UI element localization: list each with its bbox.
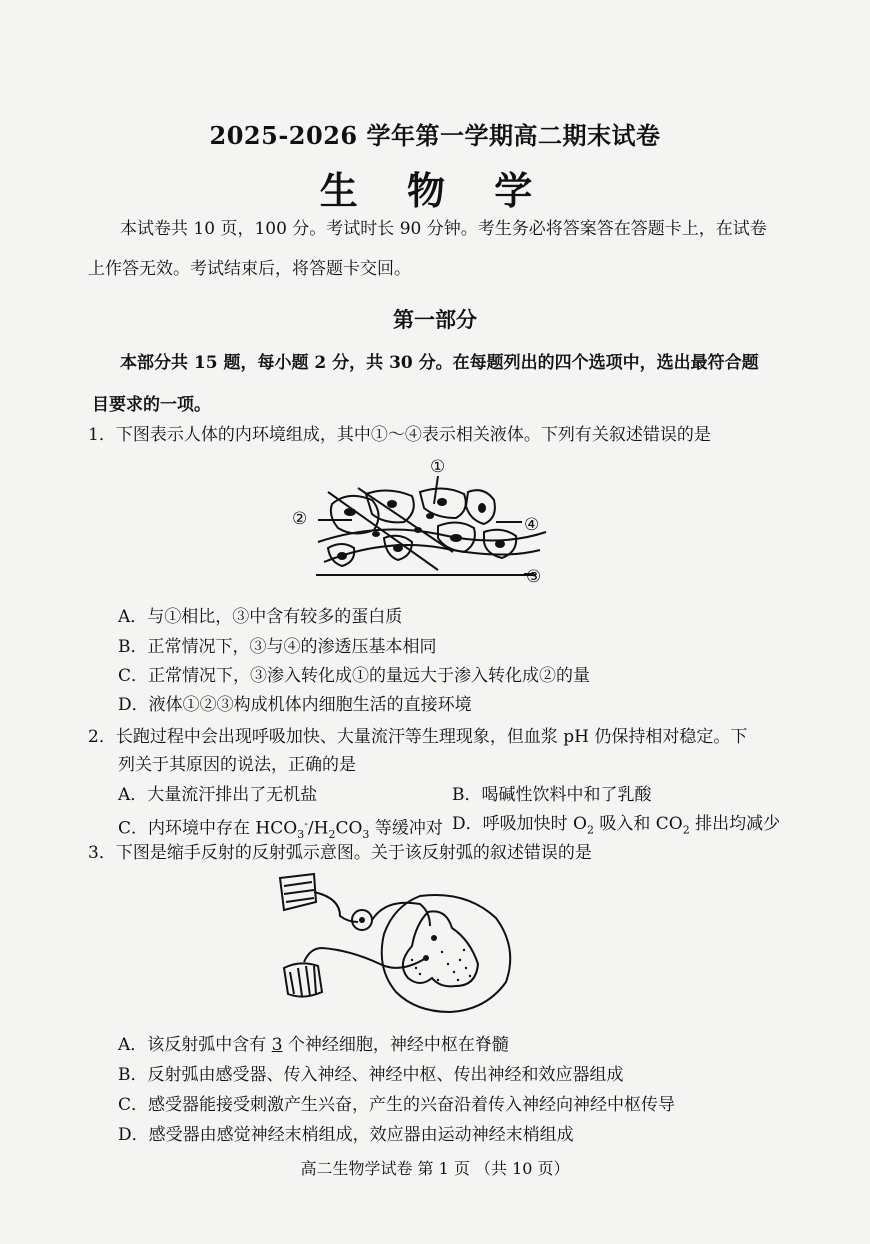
pointer-1 xyxy=(434,476,438,504)
q1-option-b: B．正常情况下，③与④的渗透压基本相同 xyxy=(118,637,437,657)
q1-label-4: ④ xyxy=(524,515,540,535)
q1-option-c: C．正常情况下，③渗入转化成①的量远大于渗入转化成②的量 xyxy=(118,666,591,686)
part-desc-line-2: 目要求的一项。 xyxy=(92,395,211,415)
grey-matter xyxy=(403,911,478,986)
q1-option-d: D．液体①②③构成机体内细胞生活的直接环境 xyxy=(118,695,472,715)
part-desc-line-1: 本部分共 15 题，每小题 2 分，共 30 分。在每题列出的四个选项中，选出最符合题 xyxy=(120,353,759,373)
exam-title: 2025-2026 学年第一学期高二期末试卷 xyxy=(209,121,661,150)
q3-option-c: C．感受器能接受刺激产生兴奋，产生的兴奋沿着传入神经向神经中枢传导 xyxy=(118,1095,676,1115)
q2-option-d: D．呼吸加快时 $O_2$ 吸入和 $CO_2$ 排出均减少 xyxy=(452,814,781,837)
q2-stem-line-2: 列关于其原因的说法，正确的是 xyxy=(118,755,356,775)
reflex-arc-figure xyxy=(270,868,526,1020)
q1-label-1: ① xyxy=(430,457,446,477)
subject-title: 生 物 学 xyxy=(319,168,551,213)
q3-option-a: A．该反射弧中含有 3 个神经细胞，神经中枢在脊髓 xyxy=(118,1035,509,1055)
q1-option-a: A．与①相比，③中含有较多的蛋白质 xyxy=(118,607,403,627)
page-footer: 高二生物学试卷 第 1 页 （共 10 页） xyxy=(300,1159,570,1178)
instructions-line-1: 本试卷共 10 页，100 分。考试时长 90 分钟。考生务必将答案答在答题卡上，在试卷 xyxy=(120,219,767,239)
spinal-cord-outline xyxy=(382,895,511,1012)
part-title: 第一部分 xyxy=(393,307,477,332)
q2-option-c: C．内环境中存在 $HCO_3^-/H_2CO_3$ 等缓冲对 xyxy=(118,817,443,842)
q3-diagram xyxy=(270,868,526,1020)
q3-option-d: D．感受器由感觉神经末梢组成，效应器由运动神经末梢组成 xyxy=(118,1125,574,1145)
q1-diagram xyxy=(288,452,556,588)
q3-option-b: B．反射弧由感受器、传入神经、神经中枢、传出神经和效应器组成 xyxy=(118,1065,624,1085)
q1-stem: 1．下图表示人体的内环境组成，其中①～④表示相关液体。下列有关叙述错误的是 xyxy=(88,425,711,445)
q2-option-a: A．大量流汗排出了无机盐 xyxy=(118,785,318,805)
q1-label-3: ③ xyxy=(526,567,542,587)
q1-label-2: ② xyxy=(292,509,308,529)
q2-option-b: B．喝碱性饮料中和了乳酸 xyxy=(452,785,652,805)
internal-environment-figure xyxy=(288,452,556,588)
instructions-line-2: 上作答无效。考试结束后，将答题卡交回。 xyxy=(88,259,411,279)
q3-stem: 3．下图是缩手反射的反射弧示意图。关于该反射弧的叙述错误的是 xyxy=(88,843,592,863)
q2-stem-line-1: 2．长跑过程中会出现呼吸加快、大量流汗等生理现象，但血浆 pH 仍保持相对稳定。下 xyxy=(88,727,748,747)
